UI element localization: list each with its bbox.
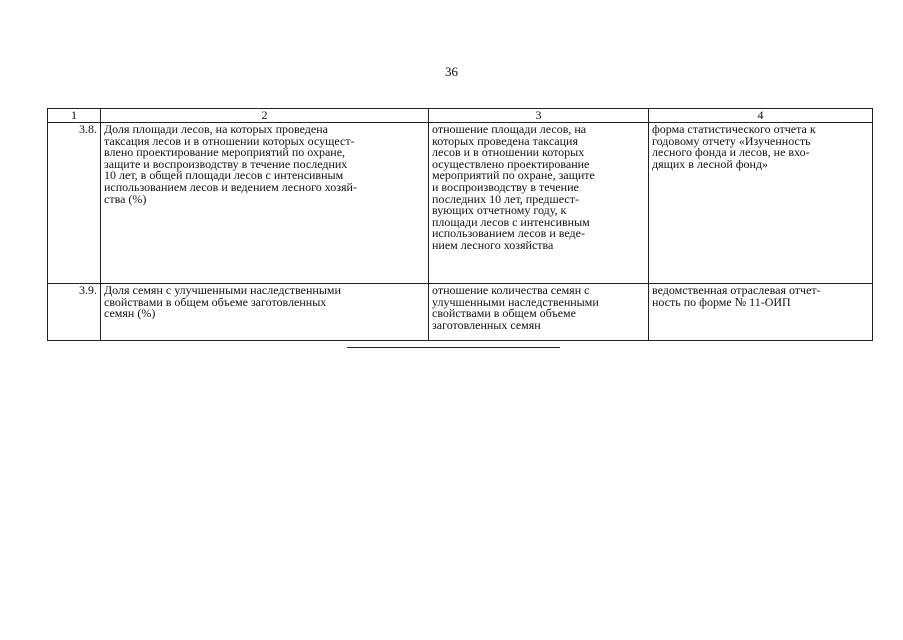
calculation-method: отношение площади лесов, на которых проведена таксация лесов и в отношении которых осуществлено проектирование мероприятий по охране, защите и воспроизводству в течение последних 10 лет, предшест- вующих отчетному году, к площади лесов с интенсивным использованием лесов и веде- нием лесного хозяйства — [429, 123, 649, 284]
header-col-3: 3 — [429, 109, 649, 123]
table-header-row — [48, 109, 873, 123]
header-col-4: 4 — [649, 109, 873, 123]
section-divider-line — [347, 347, 560, 348]
row-number: 3.8. — [48, 123, 101, 284]
table-row — [48, 284, 873, 341]
indicator-name: Доля площади лесов, на которых проведена таксация лесов и в отношении которых осущест- влено проектирование мероприятий по охране, защите и воспроизводству в течение последних 10 лет, в общей площади лесов с интенсивным использованием лесов и ведением лесного хозяй- ства (%) — [101, 123, 429, 284]
page-number: 36 — [445, 64, 458, 79]
data-source: ведомственная отраслевая отчет- ность по форме № 11-ОИП — [649, 284, 873, 341]
header-col-2: 2 — [101, 109, 429, 123]
indicator-table — [47, 108, 873, 341]
indicator-name: Доля семян с улучшенными наследственными свойствами в общем объеме заготовленных семян (%) — [101, 284, 429, 341]
header-col-1: 1 — [48, 109, 101, 123]
row-number: 3.9. — [48, 284, 101, 341]
data-source: форма статистического отчета к годовому отчету «Изученность лесного фонда и лесов, не вхо- дящих в лесной фонд» — [649, 123, 873, 284]
calculation-method: отношение количества семян с улучшенными наследственными свойствами в общем объеме заготовленных семян — [429, 284, 649, 341]
table-row — [48, 123, 873, 284]
